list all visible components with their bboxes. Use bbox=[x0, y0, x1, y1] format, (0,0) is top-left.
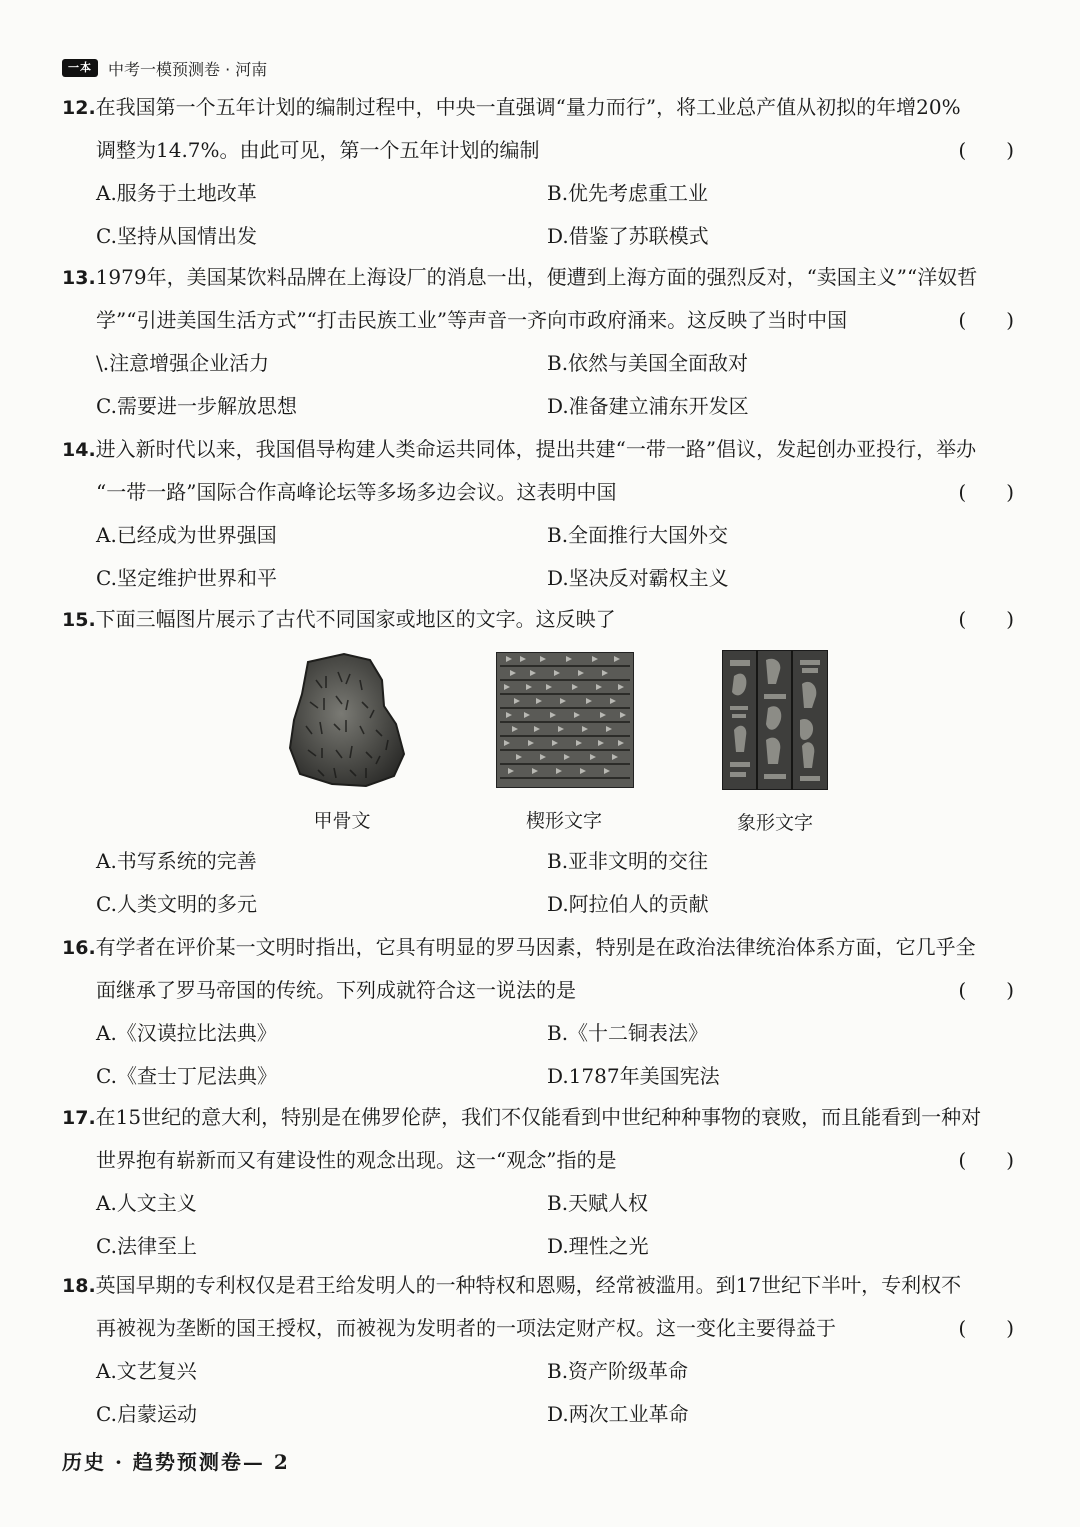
option-c[interactable]: C.法律至上 bbox=[96, 1234, 197, 1258]
option-a[interactable]: A.服务于土地改革 bbox=[96, 181, 257, 205]
figure-caption-hieroglyph: 象形文字 bbox=[736, 812, 813, 834]
question-text: 英国早期的专利权仅是君王给发明人的一种特权和恩赐，经常被滥用。到17世纪下半叶，专利权不 bbox=[95, 1273, 962, 1297]
option-b[interactable]: B.优先考虑重工业 bbox=[547, 181, 709, 205]
option-c[interactable]: C.启蒙运动 bbox=[96, 1402, 197, 1426]
question-14 bbox=[62, 428, 1024, 600]
option-a[interactable]: A.人文主义 bbox=[96, 1191, 197, 1215]
answer-blank[interactable]: ( ) bbox=[958, 480, 1014, 504]
question-16 bbox=[62, 926, 1024, 1098]
question-text: 学”“引进美国生活方式”“打击民族工业”等声音一齐向市政府涌来。这反映了当时中国 bbox=[96, 308, 848, 332]
question-text: 在我国第一个五年计划的编制过程中，中央一直强调“量力而行”，将工业总产值从初拟的年增20% bbox=[95, 95, 961, 119]
question-text: 在15世纪的意大利，特别是在佛罗伦萨，我们不仅能看到中世纪种种事物的衰败，而且能看到一种对 bbox=[95, 1105, 982, 1129]
option-a[interactable]: \.注意增强企业活力 bbox=[96, 351, 270, 375]
option-b[interactable]: B.亚非文明的交往 bbox=[547, 849, 709, 873]
question-13 bbox=[62, 256, 1024, 428]
question-15-options bbox=[62, 840, 1024, 926]
question-text: 世界抱有崭新而又有建设性的观念出现。这一“观念”指的是 bbox=[96, 1148, 617, 1172]
question-12 bbox=[62, 86, 1024, 258]
figure-caption-oracle: 甲骨文 bbox=[313, 810, 371, 832]
script-figures bbox=[0, 580, 1080, 840]
question-17 bbox=[62, 1096, 1024, 1268]
header-title: 中考一模预测卷 · 河南 bbox=[108, 59, 268, 79]
question-number: 12. bbox=[62, 97, 96, 119]
option-b[interactable]: B.依然与美国全面敌对 bbox=[547, 351, 749, 375]
option-a[interactable]: A.已经成为世界强国 bbox=[96, 523, 277, 547]
answer-blank[interactable]: ( ) bbox=[958, 978, 1014, 1002]
option-d[interactable]: D.借鉴了苏联模式 bbox=[547, 224, 709, 248]
option-c[interactable]: C.《查士丁尼法典》 bbox=[96, 1064, 277, 1088]
question-text: 有学者在评价某一文明时指出，它具有明显的罗马因素，特别是在政治法律统治体系方面，它几乎全 bbox=[95, 935, 976, 959]
figure-caption-cuneiform: 楔形文字 bbox=[525, 810, 602, 832]
answer-blank[interactable]: ( ) bbox=[958, 138, 1014, 162]
answer-blank[interactable]: ( ) bbox=[958, 1148, 1014, 1172]
question-number: 14. bbox=[62, 439, 96, 461]
question-text: 调整为14.7%。由此可见，第一个五年计划的编制 bbox=[96, 138, 540, 162]
question-number: 15. bbox=[62, 609, 96, 631]
option-d[interactable]: D.理性之光 bbox=[547, 1234, 649, 1258]
hieroglyph-image bbox=[722, 650, 828, 790]
option-c[interactable]: C.需要进一步解放思想 bbox=[96, 394, 297, 418]
page-header bbox=[62, 56, 267, 80]
question-number: 16. bbox=[62, 937, 96, 959]
option-d[interactable]: D.1787年美国宪法 bbox=[547, 1064, 720, 1088]
question-text: 下面三幅图片展示了古代不同国家或地区的文字。这反映了 bbox=[95, 607, 616, 631]
question-18 bbox=[62, 1264, 1024, 1436]
question-number: 18. bbox=[62, 1275, 96, 1297]
answer-blank[interactable]: ( ) bbox=[958, 1316, 1014, 1340]
option-d[interactable]: D.两次工业革命 bbox=[547, 1402, 689, 1426]
option-d[interactable]: D.坚决反对霸权主义 bbox=[547, 566, 729, 590]
option-b[interactable]: B.天赋人权 bbox=[547, 1191, 649, 1215]
option-c[interactable]: C.人类文明的多元 bbox=[96, 892, 257, 916]
question-text: 面继承了罗马帝国的传统。下列成就符合这一说法的是 bbox=[96, 978, 576, 1002]
option-d[interactable]: D.准备建立浦东开发区 bbox=[547, 394, 749, 418]
option-b[interactable]: B.资产阶级革命 bbox=[547, 1359, 689, 1383]
answer-blank[interactable]: ( ) bbox=[958, 308, 1014, 332]
question-number: 17. bbox=[62, 1107, 96, 1129]
oracle-bone-image bbox=[286, 650, 406, 788]
publisher-logo: 一本 bbox=[62, 59, 98, 77]
page-footer: 历史 · 趋势预测卷— 2 bbox=[62, 1450, 290, 1474]
option-a[interactable]: A.书写系统的完善 bbox=[96, 849, 257, 873]
cuneiform-tablet-image bbox=[496, 652, 634, 788]
question-text: “一带一路”国际合作高峰论坛等多场多边会议。这表明中国 bbox=[96, 480, 617, 504]
question-text: 进入新时代以来，我国倡导构建人类命运共同体，提出共建“一带一路”倡议，发起创办亚投行，举办 bbox=[95, 437, 977, 461]
question-number: 13. bbox=[62, 267, 96, 289]
option-b[interactable]: B.全面推行大国外交 bbox=[547, 523, 729, 547]
question-text: 再被视为垄断的国王授权，而被视为发明者的一项法定财产权。这一变化主要得益于 bbox=[96, 1316, 836, 1340]
option-c[interactable]: C.坚定维护世界和平 bbox=[96, 566, 277, 590]
option-b[interactable]: B.《十二铜表法》 bbox=[547, 1021, 709, 1045]
question-text: 1979年，美国某饮料品牌在上海设厂的消息一出，便遭到上海方面的强烈反对，“卖国主义”“洋奴哲 bbox=[95, 265, 978, 289]
option-d[interactable]: D.阿拉伯人的贡献 bbox=[547, 892, 709, 916]
option-a[interactable]: A.文艺复兴 bbox=[96, 1359, 197, 1383]
option-a[interactable]: A.《汉谟拉比法典》 bbox=[96, 1021, 277, 1045]
option-c[interactable]: C.坚持从国情出发 bbox=[96, 224, 257, 248]
answer-blank[interactable]: ( ) bbox=[958, 607, 1014, 631]
